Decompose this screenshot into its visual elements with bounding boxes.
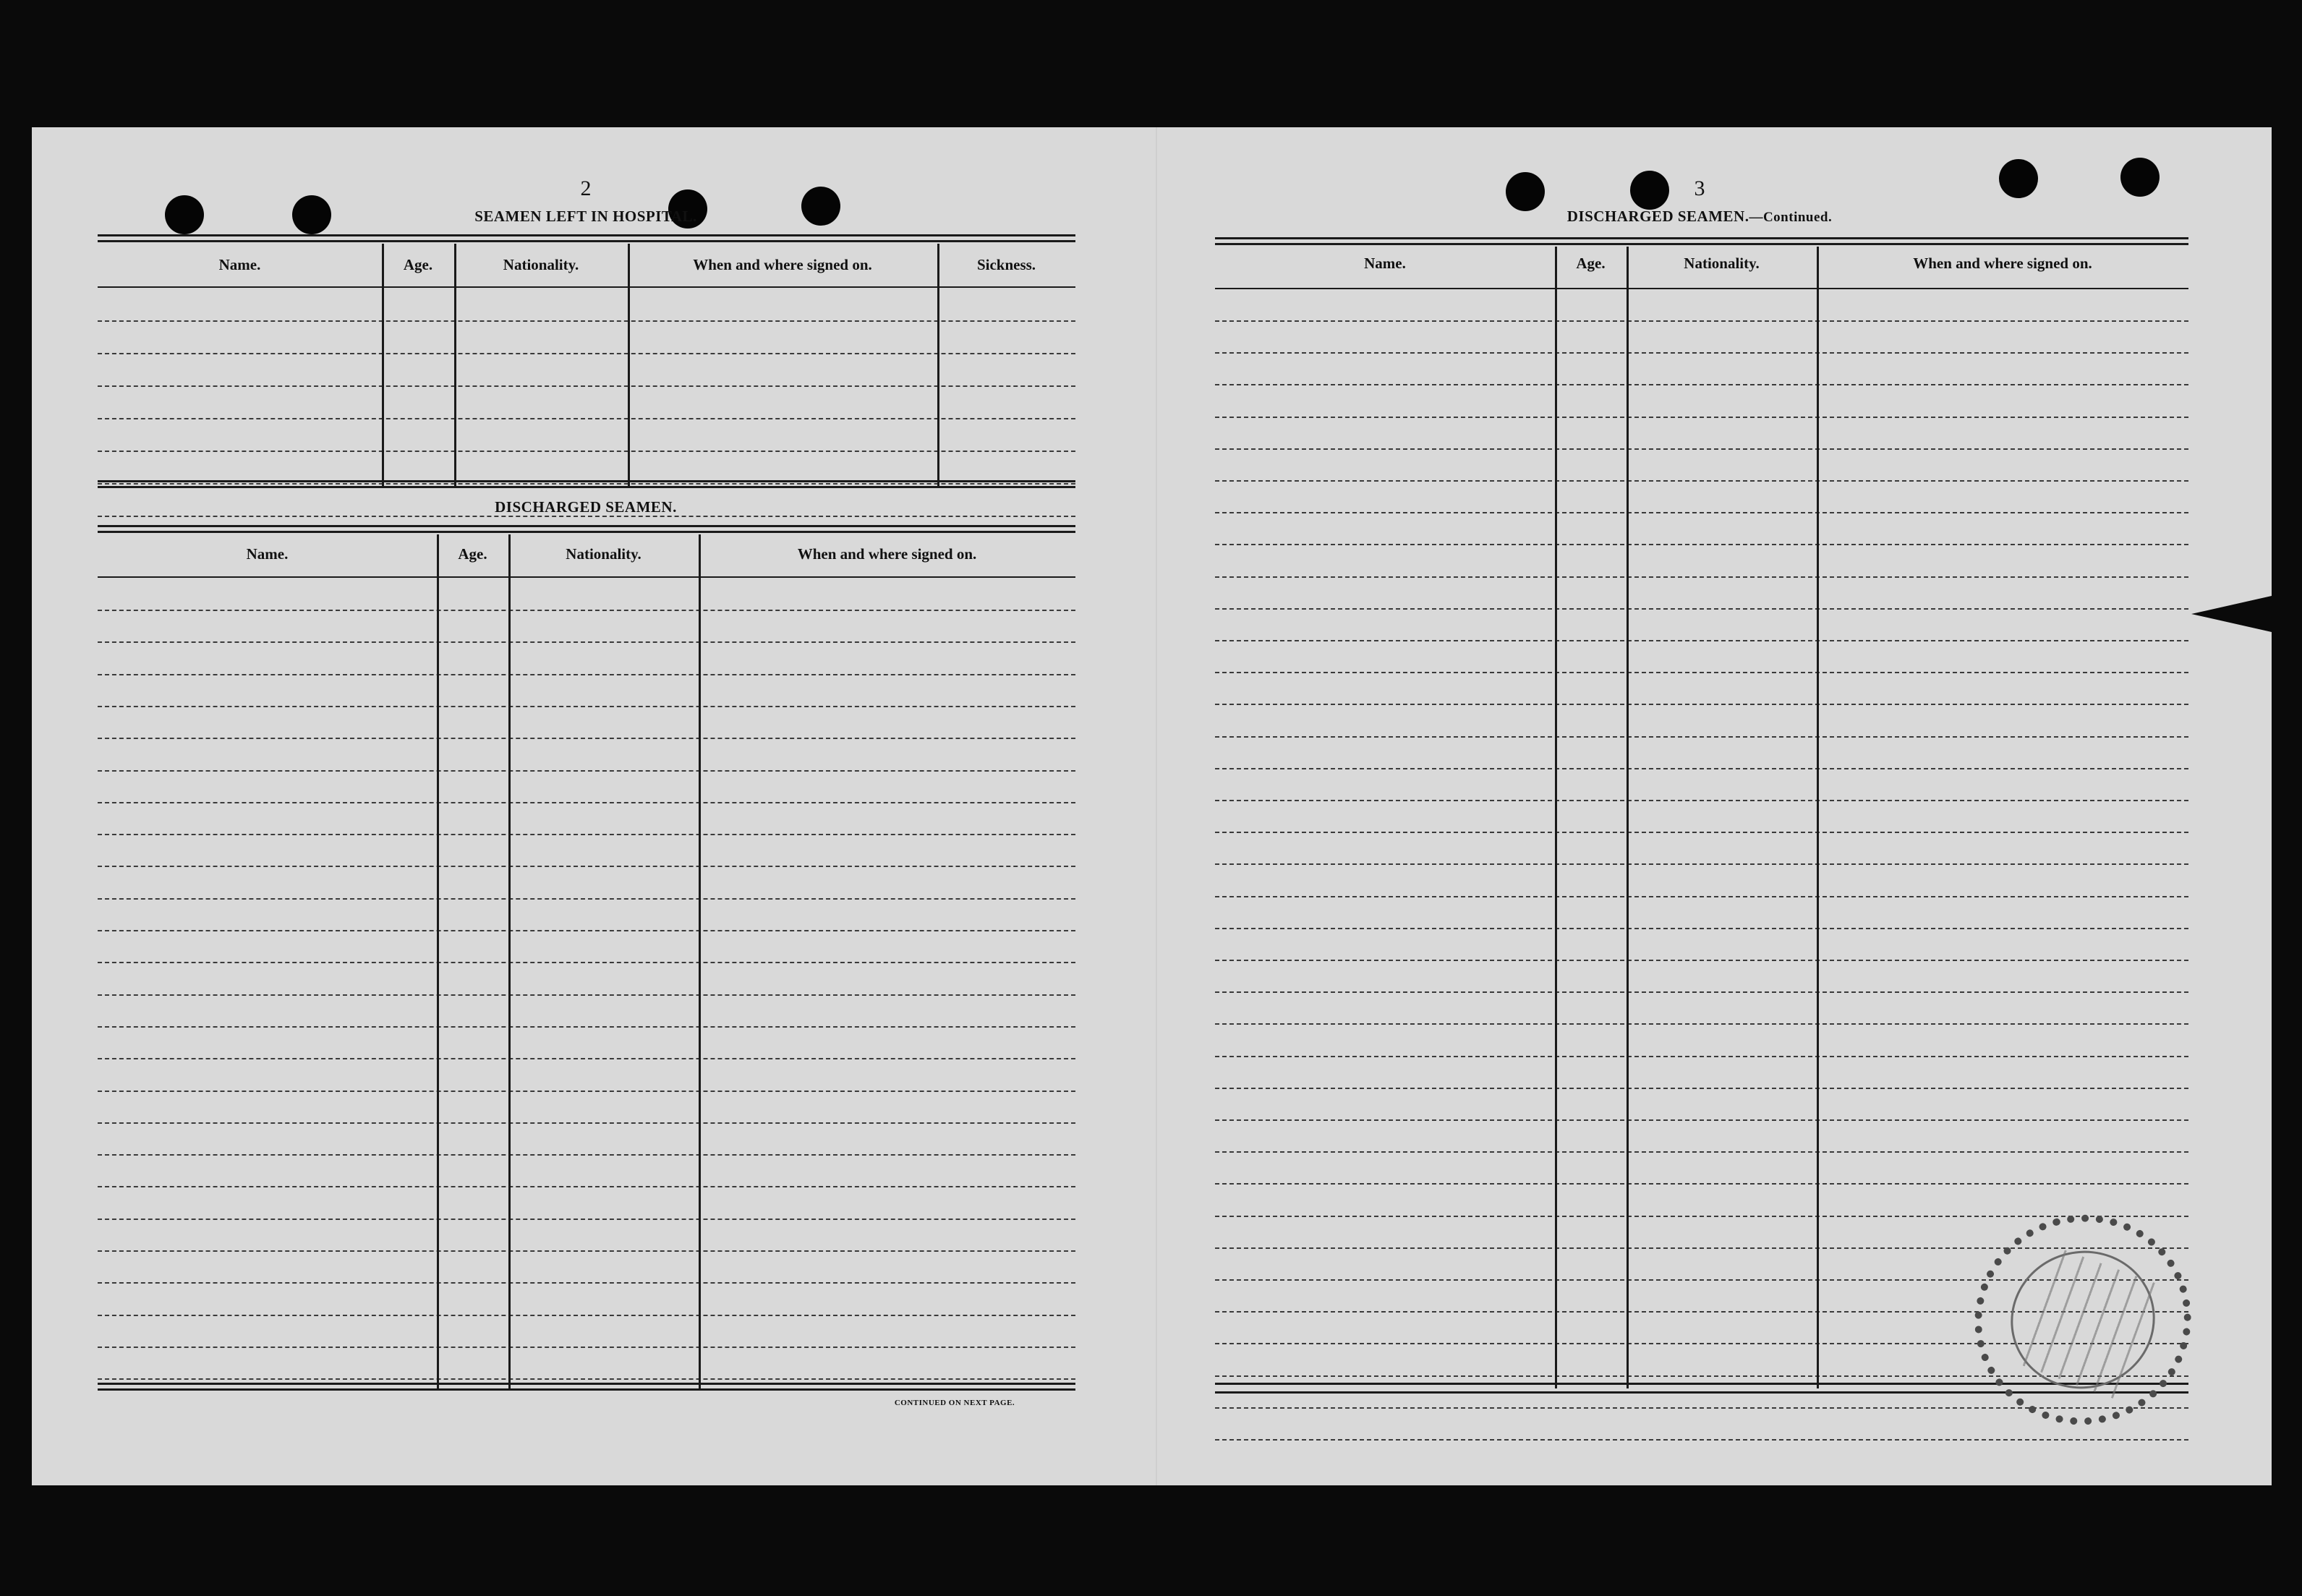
table-row xyxy=(1215,608,2188,610)
table-row xyxy=(1215,320,2188,322)
table-bottom-rule xyxy=(98,486,1075,488)
punch-hole xyxy=(1630,171,1669,210)
table-row xyxy=(1215,640,2188,641)
continued-note: CONTINUED ON NEXT PAGE. xyxy=(894,1399,1015,1407)
table-row xyxy=(98,674,1075,675)
column-divider xyxy=(628,244,630,486)
header-underline xyxy=(98,576,1075,578)
column-divider xyxy=(1555,247,1557,1388)
table-row xyxy=(98,353,1075,354)
column-divider xyxy=(508,534,511,1388)
table-row xyxy=(1215,704,2188,705)
table-row xyxy=(98,930,1075,931)
table-row xyxy=(98,1058,1075,1059)
table-bottom-rule xyxy=(98,480,1075,482)
table-row xyxy=(1215,928,2188,929)
column-header: Age. xyxy=(458,545,487,563)
discharged-section-title: DISCHARGED SEAMEN. xyxy=(495,498,677,516)
table-row xyxy=(1215,896,2188,897)
table-row xyxy=(98,1347,1075,1348)
table-row xyxy=(98,1282,1075,1284)
column-divider xyxy=(699,534,701,1388)
column-header: Name. xyxy=(1364,255,1406,272)
table-row xyxy=(1215,480,2188,482)
column-divider xyxy=(382,244,384,486)
header-underline xyxy=(1215,288,2188,289)
table-row xyxy=(1215,672,2188,673)
table-row xyxy=(98,994,1075,996)
punch-hole xyxy=(1999,159,2038,198)
column-header: Name. xyxy=(218,256,261,273)
table-row xyxy=(1215,1216,2188,1217)
table-row xyxy=(98,738,1075,739)
table-row xyxy=(1215,800,2188,801)
table-row xyxy=(1215,352,2188,354)
continued-section-title-suffix: —Continued. xyxy=(1749,210,1833,225)
table-row xyxy=(1215,1056,2188,1057)
page-number-right: 3 xyxy=(1694,176,1705,200)
table-row xyxy=(98,1315,1075,1316)
column-header: When and where signed on. xyxy=(693,256,872,273)
punch-hole xyxy=(165,195,204,234)
continued-section-title-main: DISCHARGED SEAMEN. xyxy=(1566,208,1749,225)
table-row xyxy=(98,641,1075,643)
column-header: Name. xyxy=(246,545,289,563)
continued-section-title xyxy=(1504,208,1895,226)
table-row xyxy=(98,385,1075,387)
punch-hole xyxy=(1506,172,1545,211)
table-row xyxy=(98,802,1075,803)
hospital-section-title: SEAMEN LEFT IN HOSPITAL. xyxy=(474,208,697,225)
column-header: Nationality. xyxy=(503,256,579,273)
table-row xyxy=(98,418,1075,419)
table-row xyxy=(98,866,1075,867)
table-bottom-rule xyxy=(98,1383,1075,1385)
table-row xyxy=(1215,1119,2188,1121)
table-row xyxy=(1215,1088,2188,1089)
column-header: When and where signed on. xyxy=(797,545,977,563)
table-row xyxy=(98,1219,1075,1220)
table-row xyxy=(98,1378,1075,1380)
page-number-left: 2 xyxy=(580,176,592,200)
table-row xyxy=(98,1091,1075,1092)
table-row xyxy=(98,320,1075,322)
table-row xyxy=(1215,736,2188,738)
table-row xyxy=(1215,1023,2188,1025)
column-divider xyxy=(1627,247,1629,1388)
table-row xyxy=(1215,1439,2188,1441)
punch-hole xyxy=(801,187,840,226)
column-header: Age. xyxy=(403,256,433,273)
table-row xyxy=(98,1250,1075,1252)
table-row xyxy=(98,898,1075,900)
table-row xyxy=(1215,576,2188,578)
punch-hole xyxy=(2120,158,2160,197)
column-header: When and where signed on. xyxy=(1913,255,2092,272)
punch-hole xyxy=(292,195,331,234)
page-fold xyxy=(1156,127,1157,1485)
table-row xyxy=(1215,512,2188,513)
table-row xyxy=(1215,863,2188,865)
table-row xyxy=(1215,832,2188,833)
table-row xyxy=(1215,768,2188,769)
table-row xyxy=(98,1154,1075,1156)
column-header: Nationality. xyxy=(566,545,641,563)
column-divider xyxy=(1817,247,1819,1388)
table-row xyxy=(98,483,1075,485)
table-row xyxy=(98,834,1075,835)
table-bottom-rule xyxy=(98,1388,1075,1391)
table-row xyxy=(1215,1151,2188,1153)
column-divider xyxy=(937,244,939,486)
table-row xyxy=(1215,384,2188,385)
table-row xyxy=(98,962,1075,963)
document-sheet xyxy=(32,127,2272,1485)
header-underline xyxy=(98,286,1075,288)
column-divider xyxy=(454,244,456,486)
table-row xyxy=(98,706,1075,707)
table-row xyxy=(98,1122,1075,1124)
column-header: Sickness. xyxy=(976,256,1036,273)
table-row xyxy=(98,1026,1075,1028)
table-row xyxy=(1215,1183,2188,1185)
table-row xyxy=(1215,544,2188,545)
table-row xyxy=(98,1186,1075,1187)
table-row xyxy=(98,610,1075,611)
table-row xyxy=(1215,448,2188,450)
table-row xyxy=(98,451,1075,452)
column-divider xyxy=(437,534,439,1388)
table-row xyxy=(1215,417,2188,418)
table-row xyxy=(1215,991,2188,993)
column-header: Age. xyxy=(1576,255,1606,272)
column-header: Nationality. xyxy=(1684,255,1760,272)
table-row xyxy=(98,770,1075,772)
table-row xyxy=(1215,960,2188,961)
